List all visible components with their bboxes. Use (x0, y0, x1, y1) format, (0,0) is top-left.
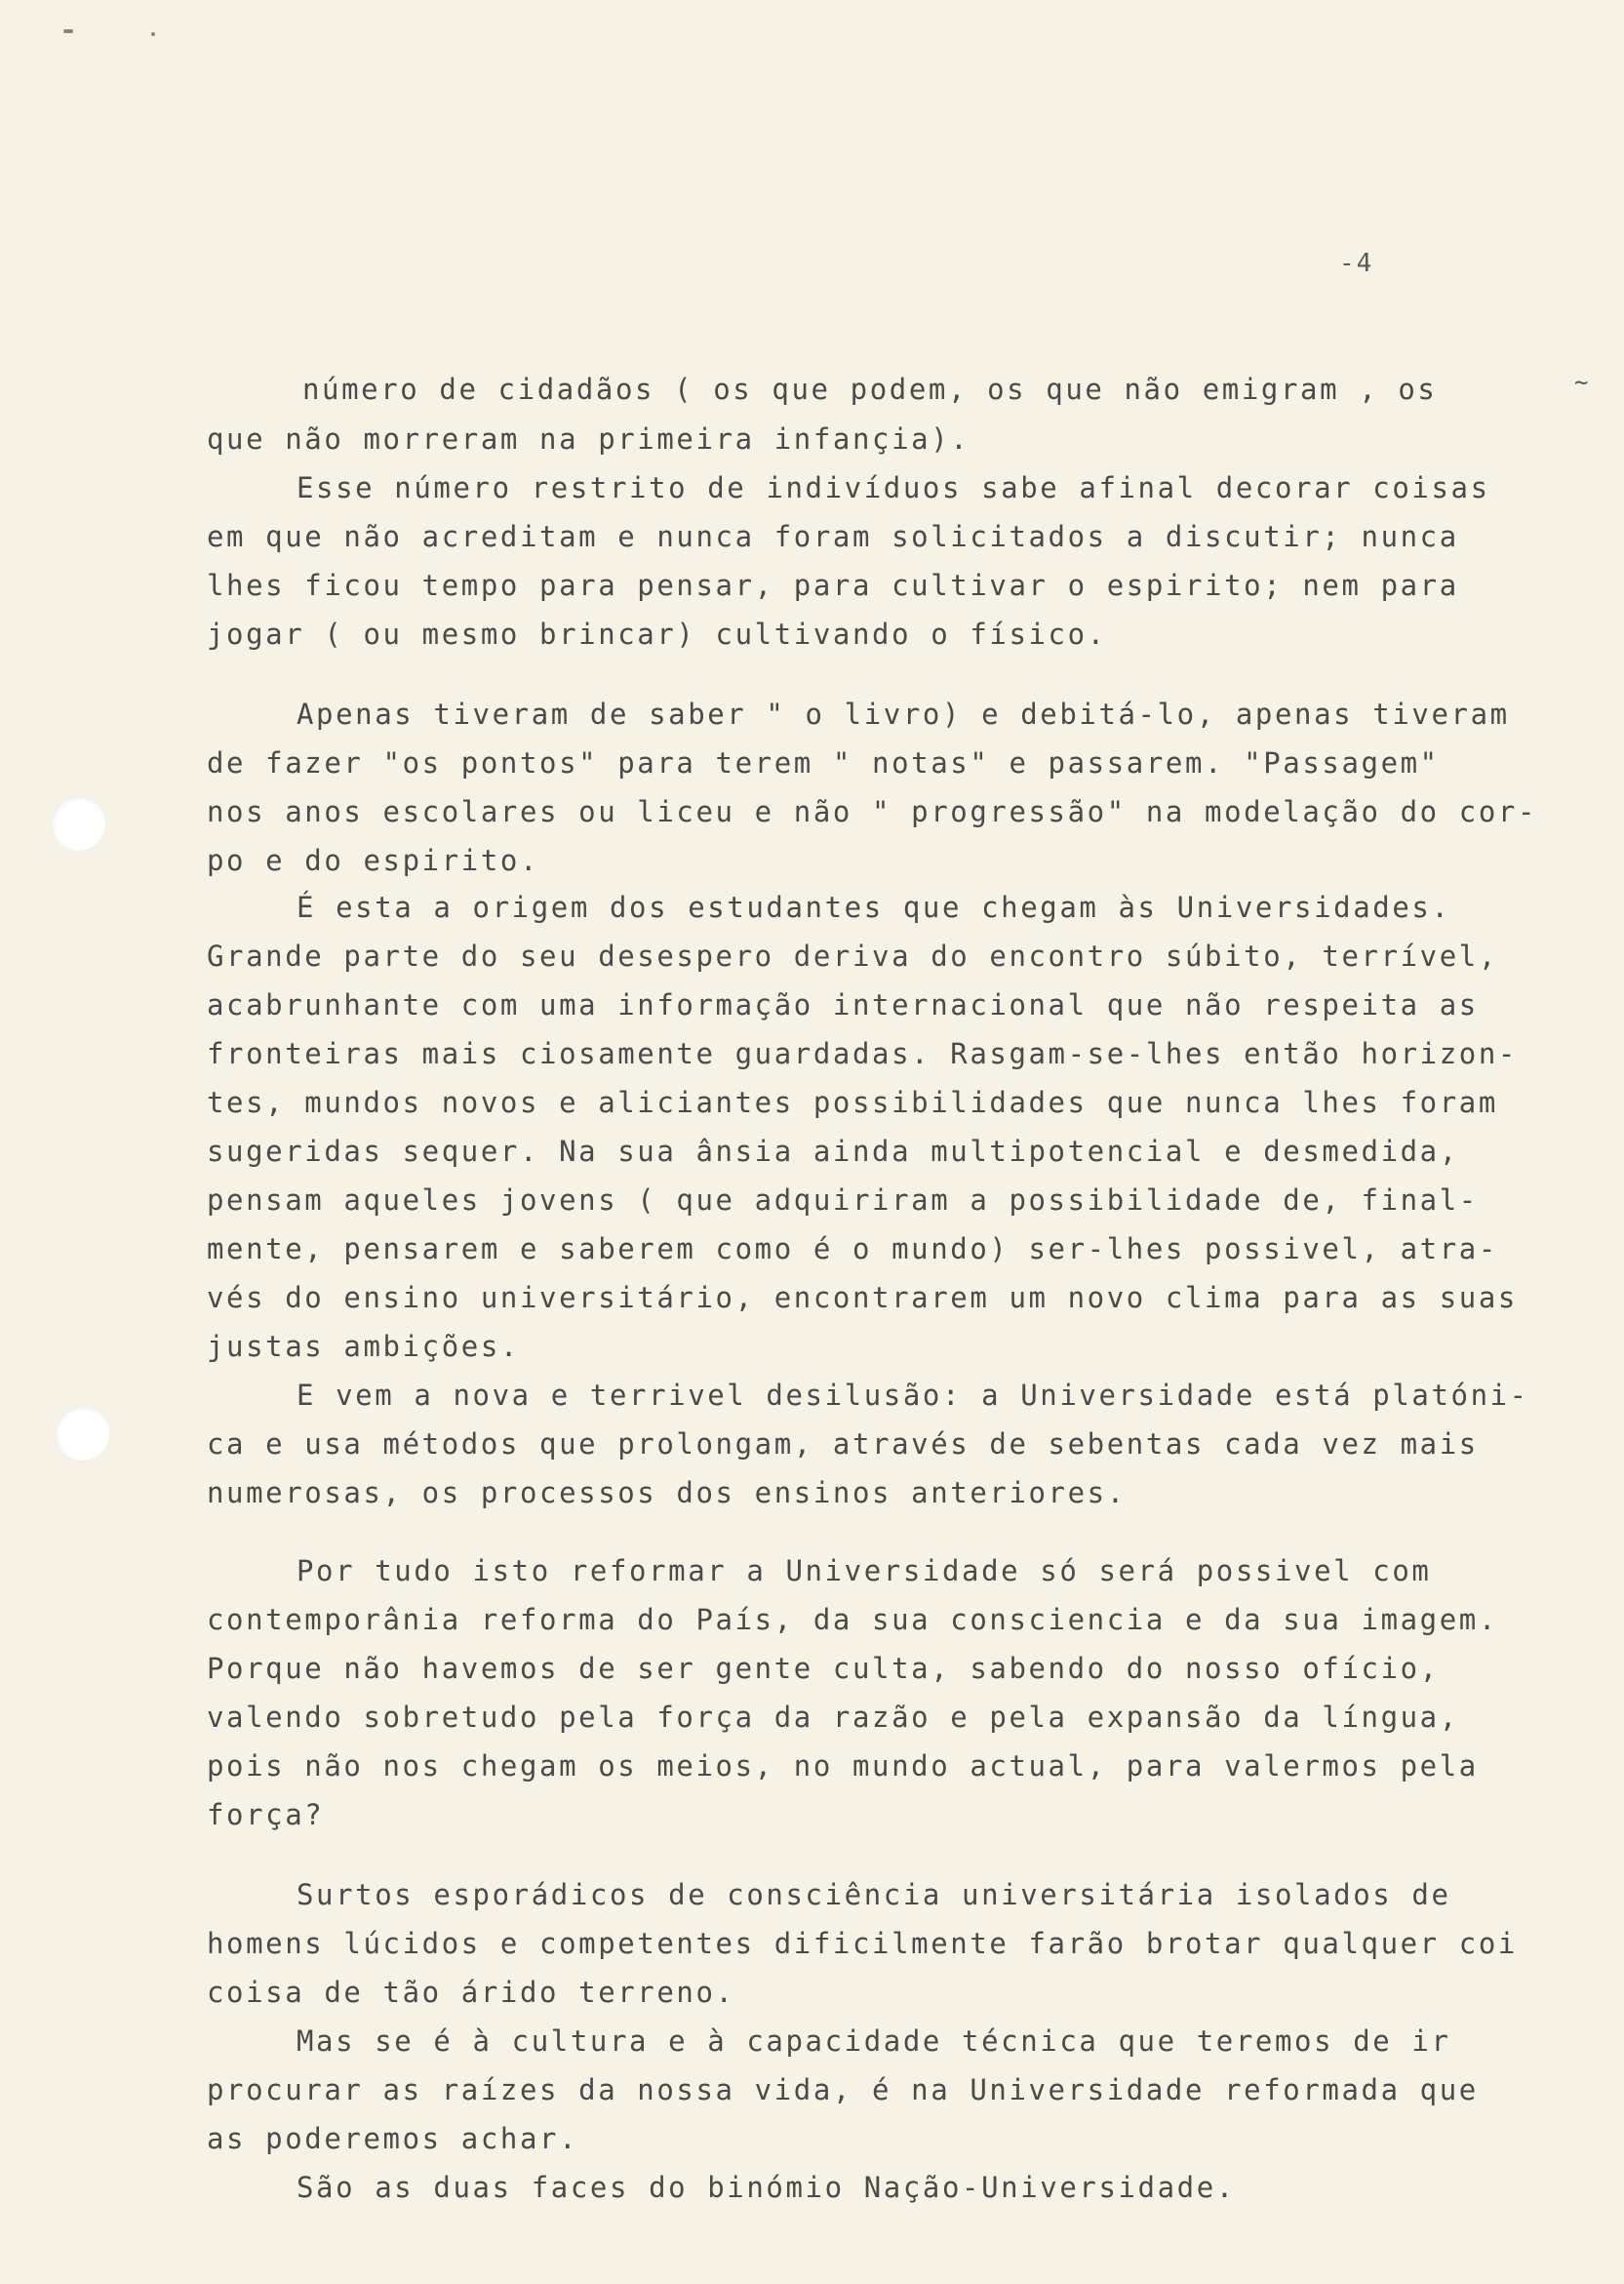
text-line: Esse número restrito de indivíduos sabe afinal decorar coisas (297, 471, 1490, 504)
text-line: coisa de tão árido terreno. (207, 1976, 735, 2009)
text-line: Surtos esporádicos de consciência universitária isolados de (297, 1878, 1451, 1911)
text-line: jogar ( ou mesmo brincar) cultivando o físico. (207, 618, 1107, 651)
text-line: procurar as raízes da nossa vida, é na Universidade reformada que (207, 2073, 1479, 2106)
punch-hole (51, 796, 105, 851)
text-line: nos anos escolares ou liceu e não " progressão" na modelação do cor- (207, 795, 1538, 828)
text-line: em que não acreditam e nunca foram solicitados a discutir; nunca (207, 520, 1459, 553)
text-line: Porque não havemos de ser gente culta, sabendo do nosso ofício, (207, 1652, 1440, 1685)
text-line: as poderemos achar. (207, 2122, 579, 2155)
text-line: Apenas tiveram de saber " o livro) e debitá-lo, apenas tiveram (297, 698, 1510, 731)
text-line: fronteiras mais ciosamente guardadas. Rasgam-se-lhes então horizon- (207, 1037, 1518, 1070)
text-line: vés do ensino universitário, encontrarem um novo clima para as suas (207, 1281, 1518, 1314)
text-line: mente, pensarem e saberem como é o mundo) ser-lhes possivel, atra- (207, 1232, 1498, 1265)
text-line: força? (207, 1798, 325, 1831)
text-line: Por tudo isto reformar a Universidade só será possivel com (297, 1554, 1432, 1587)
text-line: São as duas faces do binómio Nação-Universidade. (297, 2171, 1236, 2204)
text-line: que não morreram na primeira infançia). (207, 422, 970, 456)
text-line: pensam aqueles jovens ( que adquiriram a possibilidade de, final- (207, 1183, 1479, 1217)
margin-mark: ~ (1574, 369, 1589, 396)
text-line: pois não nos chegam os meios, no mundo actual, para valermos pela (207, 1749, 1479, 1783)
text-line: ca e usa métodos que prolongam, através de sebentas cada vez mais (207, 1427, 1479, 1461)
punch-hole (55, 1406, 109, 1461)
text-line: justas ambições. (207, 1330, 520, 1363)
text-line: número de cidadãos ( os que podem, os que não emigram , os (302, 373, 1438, 406)
text-line: numerosas, os processos dos ensinos anteriores. (207, 1476, 1127, 1509)
text-line: valendo sobretudo pela força da razão e pela expansão da língua, (207, 1701, 1459, 1734)
text-line: tes, mundos novos e aliciantes possibilidades que nunca lhes foram (207, 1086, 1498, 1119)
text-line: É esta a origem dos estudantes que chegam às Universidades. (297, 891, 1451, 924)
text-line: lhes ficou tempo para pensar, para cultivar o espirito; nem para (207, 569, 1459, 602)
text-line: Grande parte do seu desespero deriva do encontro súbito, terrível, (207, 940, 1498, 973)
ink-mark (63, 29, 73, 33)
text-line: homens lúcidos e competentes dificilmente farão brotar qualquer coi (207, 1927, 1518, 1960)
text-line: E vem a nova e terrivel desilusão: a Universidade está platóni- (297, 1379, 1529, 1412)
text-line: acabrunhante com uma informação internacional que não respeita as (207, 988, 1479, 1022)
text-line: sugeridas sequer. Na sua ânsia ainda multipotencial e desmedida, (207, 1135, 1459, 1168)
ink-dot (151, 32, 155, 36)
page-number: -4 (1339, 249, 1374, 278)
text-line: de fazer "os pontos" para terem " notas" e passarem. "Passagem" (207, 746, 1440, 780)
text-line: Mas se é à cultura e à capacidade técnica que teremos de ir (297, 2024, 1451, 2058)
text-line: po e do espirito. (207, 844, 540, 877)
text-line: contemporânia reforma do País, da sua consciencia e da sua imagem. (207, 1603, 1498, 1636)
